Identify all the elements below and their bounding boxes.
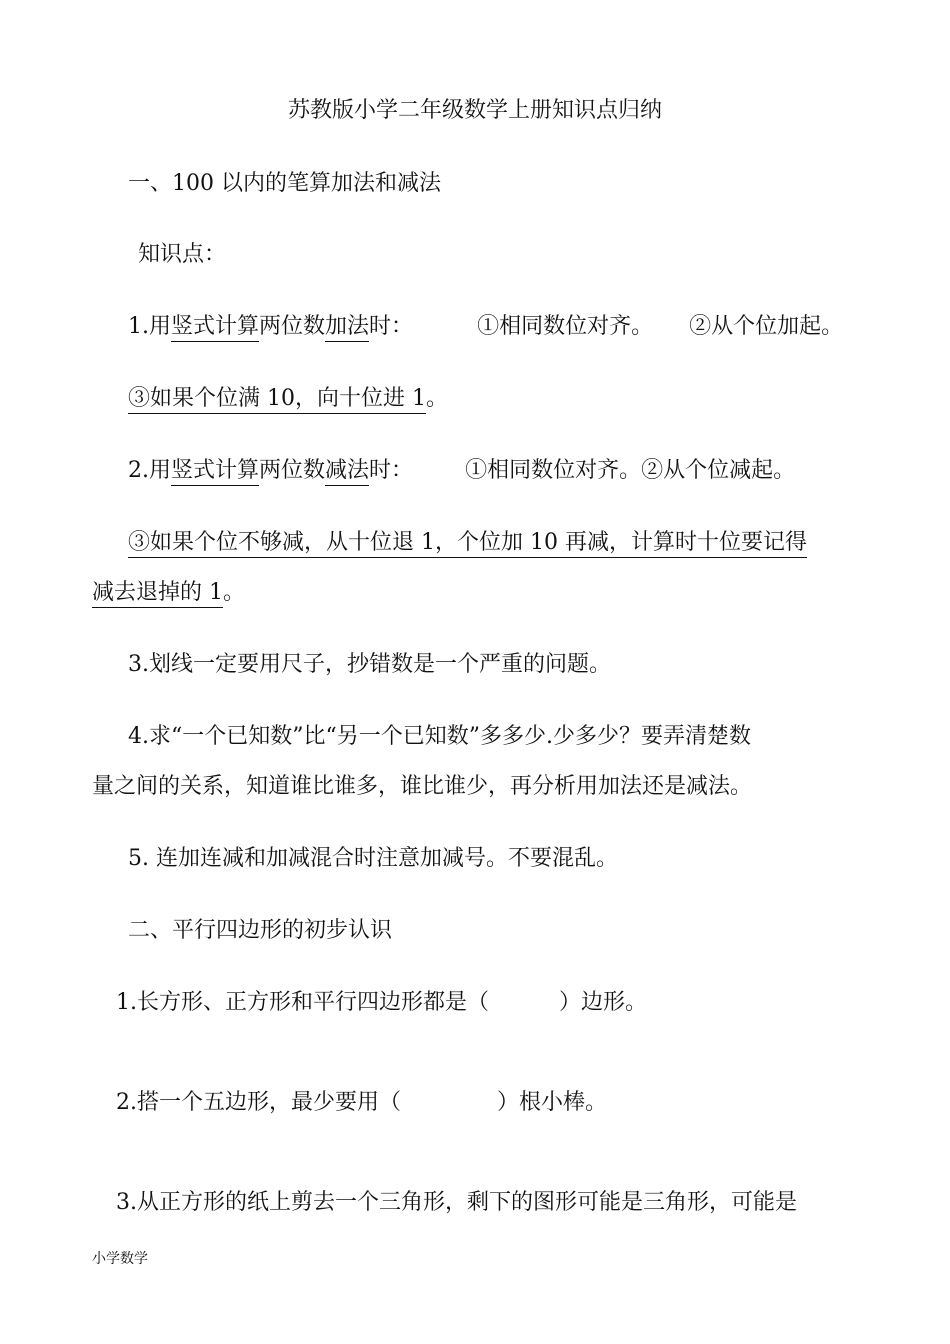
item2-underline-vertical: 竖式计算 <box>171 458 259 486</box>
knowledge-label: 知识点： <box>138 242 227 267</box>
section2-heading: 二、平行四边形的初步认识 <box>128 918 393 943</box>
question1 <box>116 988 647 1018</box>
question1-start: 1.长方形、正方形和平行四边形都是（ <box>116 990 489 1015</box>
item1-line1 <box>128 312 843 342</box>
page-title: 苏教版小学二年级数学上册知识点归纳 <box>287 98 662 123</box>
item2-underline-sub: 减法 <box>325 458 369 486</box>
item2-line1 <box>128 456 795 486</box>
item2-step3b: 减去退掉的 1 <box>92 580 223 608</box>
item3: 3.划线一定要用尺子，抄错数是一个严重的问题。 <box>128 652 611 677</box>
item1-num: 1.用 <box>128 314 171 339</box>
item1-end: 。 <box>425 386 448 411</box>
item4-line1: 4.求“一个已知数”比“另一个已知数”多多少.少多少？要弄清楚数 <box>128 724 751 749</box>
item2-num: 2.用 <box>128 458 171 483</box>
question2 <box>116 1088 607 1118</box>
item1-underline-vertical: 竖式计算 <box>171 314 259 342</box>
item4-line2: 量之间的关系，知道谁比谁多，谁比谁少，再分析用加法还是减法。 <box>92 774 753 799</box>
item1-underline-add: 加法 <box>325 314 369 342</box>
item1-step2: ②从个位加起。 <box>689 314 844 339</box>
item1-line2 <box>128 384 448 414</box>
footer-label: 小学数学 <box>92 1251 148 1267</box>
item1-step3: ③如果个位满 10，向十位进 1 <box>128 386 426 414</box>
item2-step3a: ③如果个位不够减，从十位退 1，个位加 10 再减，计算时十位要记得 <box>128 530 807 558</box>
question1-end: ）边形。 <box>559 990 648 1015</box>
section1-heading: 一、100 以内的笔算加法和减法 <box>128 171 441 196</box>
item2-tail: 时： <box>369 458 414 483</box>
item1-mid: 两位数 <box>259 314 326 339</box>
item1-step1: ①相同数位对齐。 <box>477 314 654 339</box>
item1-tail: 时： <box>369 314 414 339</box>
item5: 5. 连加连减和加减混合时注意加减号。不要混乱。 <box>128 846 618 871</box>
item2-line3 <box>92 578 245 608</box>
question2-end: ）根小棒。 <box>497 1090 608 1115</box>
item2-end: 。 <box>223 580 246 605</box>
question2-start: 2.搭一个五边形，最少要用（ <box>116 1090 401 1115</box>
item2-line2 <box>128 528 807 558</box>
question3: 3.从正方形的纸上剪去一个三角形，剩下的图形可能是三角形，可能是 <box>116 1190 797 1215</box>
item2-steps: ①相同数位对齐。②从个位减起。 <box>465 458 796 483</box>
item2-mid: 两位数 <box>259 458 326 483</box>
